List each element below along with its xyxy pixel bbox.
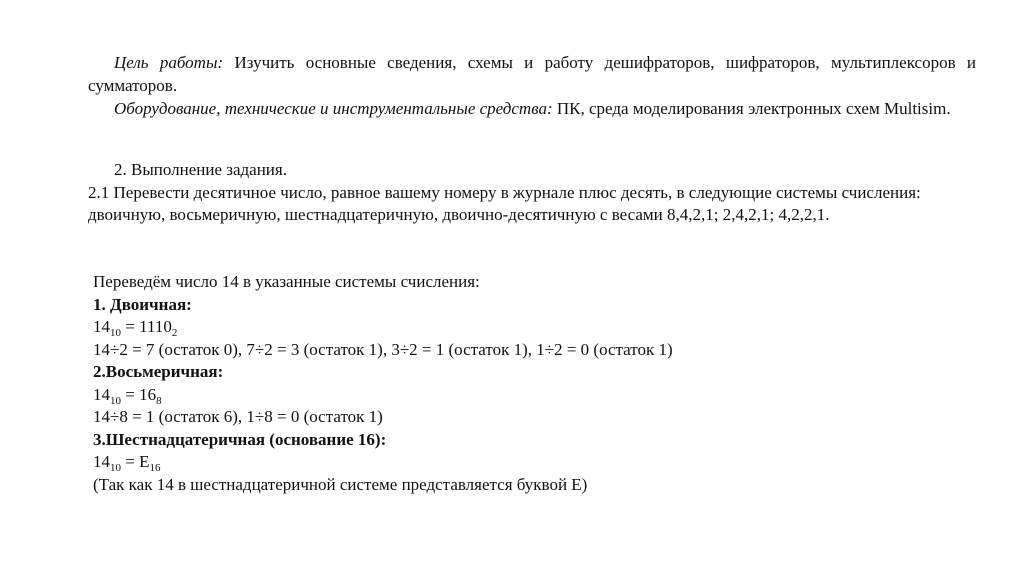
- hex-equation: [93, 451, 973, 474]
- hex-base-from: 10: [110, 462, 121, 474]
- hex-number: 14: [93, 452, 110, 471]
- binary-base-to: 2: [171, 327, 178, 339]
- binary-result: 1110: [139, 317, 172, 336]
- task-text: 2.1 Перевести десятичное число, равное вашему номеру в журнале плюс десять, в следующие системы счисления: двоичную, восьмеричную, шестнадцатеричную, двоично-десятичную с весами 8,4,2,1; 2,4,2,1; 4,2,2,1.: [88, 182, 921, 224]
- octal-number: 14: [93, 384, 110, 404]
- goal-label: Цель работы:: [114, 53, 224, 72]
- binary-equals: =: [121, 317, 140, 336]
- solution-section: [93, 271, 973, 496]
- octal-base-to: 8: [156, 394, 162, 407]
- binary-base-from: 10: [110, 327, 121, 339]
- octal-steps: 14÷8 = 1 (остаток 6), 1÷8 = 0 (остаток 1): [93, 407, 383, 426]
- hex-note: (Так как 14 в шестнадцатеричной системе представляется буквой E): [93, 474, 588, 494]
- equipment-label: Оборудование, технические и инструментальные средства:: [114, 99, 553, 118]
- octal-equation: [93, 384, 973, 407]
- hex-title: 3.Шестнадцатеричная (основание 16):: [93, 429, 387, 449]
- octal-result: 16: [139, 384, 157, 404]
- octal-title: 2.Восьмеричная:: [93, 362, 224, 381]
- hex-equals: =: [121, 452, 140, 471]
- solution-intro: Переведём число 14 в указанные системы счисления:: [93, 272, 480, 291]
- equipment-paragraph: [88, 98, 976, 121]
- binary-number: 14: [93, 317, 110, 336]
- octal-equals: =: [121, 384, 140, 404]
- goal-paragraph: [88, 52, 976, 97]
- task-section: [88, 159, 968, 227]
- goal-text: Изучить основные сведения, схемы и работу дешифраторов, шифраторов, мультиплексоров и сумматоров.: [88, 53, 977, 95]
- binary-equation: [93, 316, 973, 339]
- equipment-text: ПК, среда моделирования электронных схем Multisim.: [556, 99, 951, 118]
- octal-base-from: 10: [110, 394, 121, 407]
- task-heading: 2. Выполнение задания.: [114, 160, 287, 179]
- binary-title: 1. Двоичная:: [93, 294, 192, 314]
- hex-base-to: 16: [149, 462, 161, 474]
- hex-result: E: [139, 452, 150, 471]
- binary-steps: 14÷2 = 7 (остаток 0), 7÷2 = 3 (остаток 1), 3÷2 = 1 (остаток 1), 1÷2 = 0 (остаток 1): [93, 339, 673, 359]
